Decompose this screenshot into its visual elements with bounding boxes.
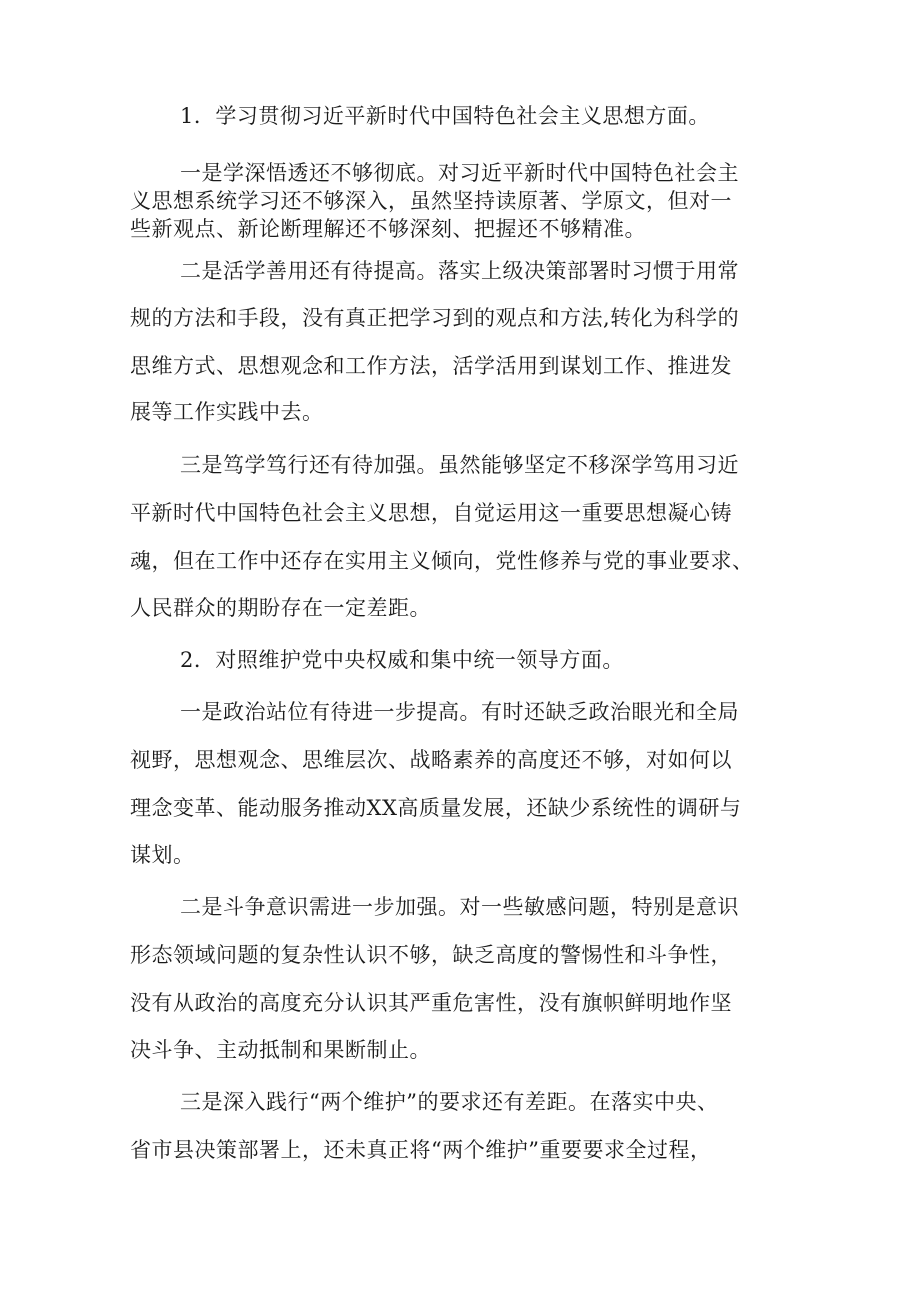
paragraph-5-line-1: 二是斗争意识需进一步加强。对一些敏感问题，特别是意识 (180, 895, 739, 919)
paragraph-1-line-3: 些新观点、新论断理解还不够深刻、把握还不够精准。 (130, 217, 646, 241)
paragraph-3-line-3: 魂，但在工作中还存在实用主义倾向，党性修养与党的事业要求、 (130, 549, 754, 573)
paragraph-3-line-4: 人民群众的期盼存在一定差距。 (130, 596, 431, 620)
paragraph-4-line-3: 理念变革、能动服务推动XX高质量发展，还缺少系统性的调研与 (130, 796, 742, 820)
paragraph-2-line-1: 二是活学善用还有待提高。落实上级决策部署时习惯于用常 (180, 259, 739, 283)
paragraph-5-line-2: 形态领域问题的复杂性认识不够，缺乏高度的警惕性和斗争性， (130, 943, 732, 967)
paragraph-2-line-4: 展等工作实践中去。 (130, 400, 324, 424)
paragraph-2-line-2: 规的方法和手段，没有真正把学习到的观点和方法,转化为科学的 (130, 306, 740, 330)
paragraph-2-line-3: 思维方式、思想观念和工作方法，活学活用到谋划工作、推进发 (130, 354, 732, 378)
paragraph-4-line-4: 谋划。 (130, 843, 195, 867)
paragraph-1-line-2: 义思想系统学习还不够深入，虽然坚持读原著、学原文，但对一 (130, 189, 732, 213)
paragraph-3-line-2: 平新时代中国特色社会主义思想，自觉运用这一重要思想凝心铸 (130, 501, 732, 525)
paragraph-5-line-3: 没有从政治的高度充分认识其严重危害性，没有旗帜鲜明地作坚 (130, 991, 732, 1015)
paragraph-5-line-4: 决斗争、主动抵制和果断制止。 (130, 1038, 431, 1062)
paragraph-6-line-1: 三是深入践行“两个维护”的要求还有差距。在落实中央、 (180, 1090, 719, 1114)
paragraph-4-line-1: 一是政治站位有待进一步提高。有时还缺乏政治眼光和全局 (180, 700, 739, 724)
paragraph-3-line-1: 三是笃学笃行还有待加强。虽然能够坚定不移深学笃用习近 (180, 453, 739, 477)
paragraph-4-line-2: 视野，思想观念、思维层次、战略素养的高度还不够，对如何以 (130, 748, 732, 772)
paragraph-6-line-2: 省市县决策部署上，还未真正将“两个维护”重要要求全过程， (130, 1138, 712, 1162)
heading-2: 2．对照维护党中央权威和集中统一领导方面。 (180, 648, 624, 672)
paragraph-1-line-1: 一是学深悟透还不够彻底。对习近平新时代中国特色社会主 (180, 161, 739, 185)
heading-1: 1．学习贯彻习近平新时代中国特色社会主义思想方面。 (180, 104, 710, 128)
